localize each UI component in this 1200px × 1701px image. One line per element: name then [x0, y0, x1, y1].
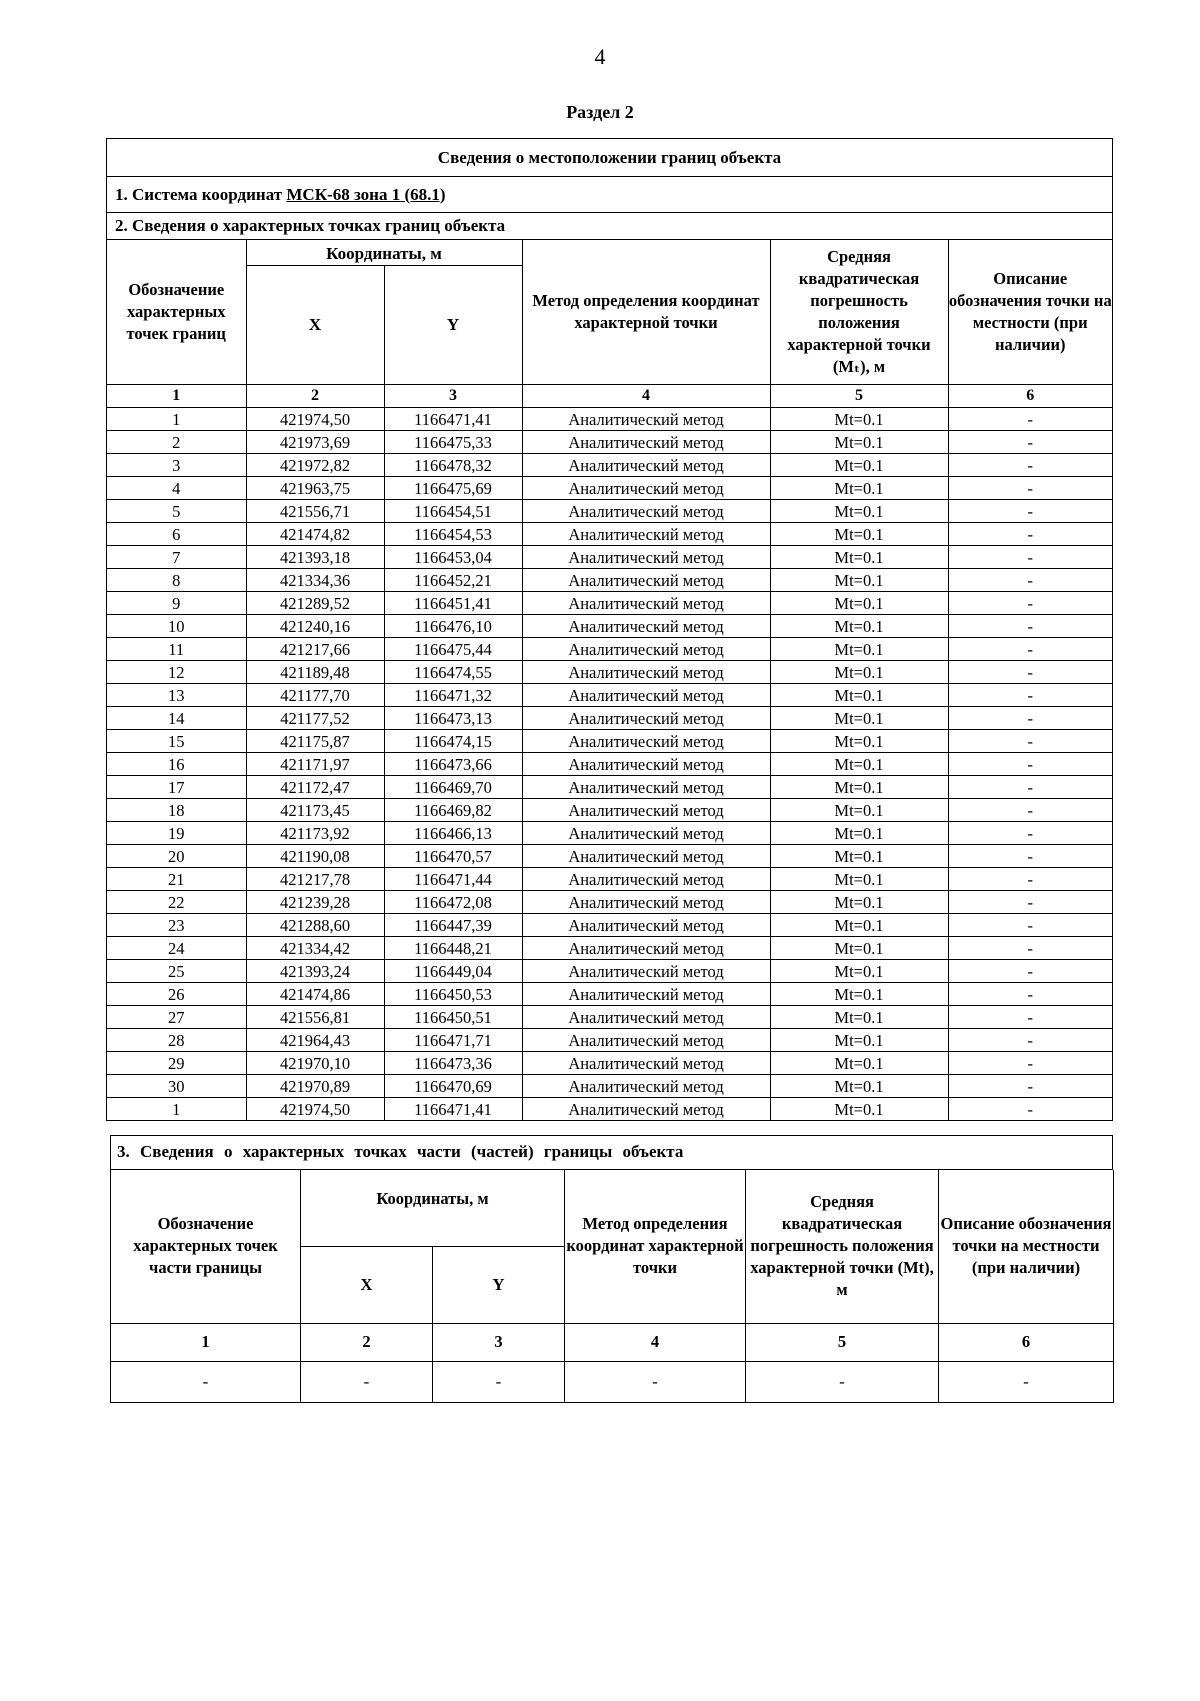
point-number: 22: [107, 891, 246, 914]
accuracy-cell: Mt=0.1: [770, 937, 948, 960]
accuracy-cell: Mt=0.1: [770, 1029, 948, 1052]
accuracy-cell: Mt=0.1: [770, 753, 948, 776]
coord-y: 1166454,51: [384, 500, 522, 523]
accuracy-cell: Mt=0.1: [770, 1052, 948, 1075]
point-number: 3: [107, 454, 246, 477]
method-cell: Аналитический метод: [522, 684, 770, 707]
coord-x: 421217,78: [246, 868, 384, 891]
points-table: [107, 240, 1112, 1120]
parts-table: [110, 1170, 1114, 1403]
accuracy-cell: Mt=0.1: [770, 1075, 948, 1098]
coord-y: 1166471,44: [384, 868, 522, 891]
table-row: [107, 937, 1112, 960]
method-cell: Аналитический метод: [522, 569, 770, 592]
table-row: [107, 684, 1112, 707]
accuracy-cell: Mt=0.1: [770, 891, 948, 914]
table-row: [107, 983, 1112, 1006]
coord-x: 421172,47: [246, 776, 384, 799]
coord-y: 1166453,04: [384, 546, 522, 569]
table-row: [107, 960, 1112, 983]
coord-x: 421393,18: [246, 546, 384, 569]
column-number: 2: [301, 1323, 433, 1361]
coord-x: 421393,24: [246, 960, 384, 983]
coord-y: 1166475,44: [384, 638, 522, 661]
method-cell: Аналитический метод: [522, 546, 770, 569]
accuracy-cell: Mt=0.1: [770, 638, 948, 661]
coord-x: 421334,42: [246, 937, 384, 960]
accuracy-cell: Mt=0.1: [770, 776, 948, 799]
point-number: 14: [107, 707, 246, 730]
method-cell: Аналитический метод: [522, 776, 770, 799]
coord-y: 1166473,66: [384, 753, 522, 776]
coord-x: 421474,82: [246, 523, 384, 546]
point-number: 8: [107, 569, 246, 592]
table-row: [107, 822, 1112, 845]
coord-x: 421171,97: [246, 753, 384, 776]
method-cell: Аналитический метод: [522, 730, 770, 753]
parts-caption: 3. Сведения о характерных точках части (частей) границы объекта: [110, 1135, 1113, 1170]
coord-y: 1166470,57: [384, 845, 522, 868]
coord-y: -: [433, 1361, 565, 1402]
points-caption: 2. Сведения о характерных точках границ объекта: [107, 213, 1113, 240]
coord-x: 421240,16: [246, 615, 384, 638]
coord-y: 1166476,10: [384, 615, 522, 638]
accuracy-cell: Mt=0.1: [770, 822, 948, 845]
column-number: 3: [384, 385, 522, 408]
point-number: 21: [107, 868, 246, 891]
points-body: [107, 408, 1112, 1121]
method-cell: Аналитический метод: [522, 1075, 770, 1098]
point-number: -: [111, 1361, 301, 1402]
column-number: 1: [107, 385, 246, 408]
coord-y: 1166450,53: [384, 983, 522, 1006]
coord-y: 1166471,32: [384, 684, 522, 707]
point-number: 4: [107, 477, 246, 500]
point-number: 9: [107, 592, 246, 615]
accuracy-cell: Mt=0.1: [770, 477, 948, 500]
table-row: [107, 1075, 1112, 1098]
column-number: 6: [948, 385, 1112, 408]
point-number: 27: [107, 1006, 246, 1029]
point-number: 6: [107, 523, 246, 546]
description-cell: -: [948, 845, 1112, 868]
method-cell: Аналитический метод: [522, 822, 770, 845]
col-y: Y: [384, 266, 522, 385]
coord-x: 421556,81: [246, 1006, 384, 1029]
description-cell: -: [948, 615, 1112, 638]
table-row: [107, 1052, 1112, 1075]
accuracy-cell: Mt=0.1: [770, 960, 948, 983]
accuracy-cell: Mt=0.1: [770, 799, 948, 822]
coord-system-row: [107, 177, 1113, 213]
point-number: 1: [107, 408, 246, 431]
method-cell: Аналитический метод: [522, 638, 770, 661]
point-number: 12: [107, 661, 246, 684]
parts-col-x: X: [301, 1246, 433, 1323]
coord-y: 1166472,08: [384, 891, 522, 914]
point-number: 2: [107, 431, 246, 454]
description-cell: -: [948, 408, 1112, 431]
accuracy-cell: -: [746, 1361, 939, 1402]
point-number: 28: [107, 1029, 246, 1052]
accuracy-cell: Mt=0.1: [770, 684, 948, 707]
point-number: 24: [107, 937, 246, 960]
coord-y: 1166470,69: [384, 1075, 522, 1098]
table-row: [107, 730, 1112, 753]
col-description: Описание обозначения точки на местности (при наличии): [948, 240, 1112, 385]
description-cell: -: [948, 661, 1112, 684]
table-row: [107, 776, 1112, 799]
method-cell: Аналитический метод: [522, 983, 770, 1006]
coord-x: 421334,36: [246, 569, 384, 592]
description-cell: -: [948, 1075, 1112, 1098]
coord-x: 421974,50: [246, 1098, 384, 1121]
method-cell: Аналитический метод: [522, 707, 770, 730]
description-cell: -: [948, 914, 1112, 937]
parts-col-coords: Координаты, м: [301, 1170, 565, 1246]
description-cell: -: [948, 1052, 1112, 1075]
parts-col-designation: Обозначение характерных точек части границы: [111, 1170, 301, 1323]
coord-y: 1166452,21: [384, 569, 522, 592]
table-row: [107, 546, 1112, 569]
boundaries-table: [106, 138, 1113, 1121]
coord-x: 421239,28: [246, 891, 384, 914]
column-number: 4: [522, 385, 770, 408]
coord-y: 1166474,55: [384, 661, 522, 684]
col-method: Метод определения координат характерной точки: [522, 240, 770, 385]
coord-x: 421474,86: [246, 983, 384, 1006]
point-number: 18: [107, 799, 246, 822]
description-cell: -: [948, 753, 1112, 776]
point-number: 7: [107, 546, 246, 569]
accuracy-cell: Mt=0.1: [770, 914, 948, 937]
table-row: [107, 431, 1112, 454]
coord-x: 421970,10: [246, 1052, 384, 1075]
coord-x: 421173,45: [246, 799, 384, 822]
table-row: [107, 845, 1112, 868]
method-cell: Аналитический метод: [522, 500, 770, 523]
table-row: [107, 477, 1112, 500]
point-number: 15: [107, 730, 246, 753]
description-cell: -: [948, 431, 1112, 454]
table-row: [107, 914, 1112, 937]
description-cell: -: [948, 983, 1112, 1006]
description-cell: -: [948, 477, 1112, 500]
coord-y: 1166473,36: [384, 1052, 522, 1075]
table-row: [107, 1098, 1112, 1121]
coord-x: 421963,75: [246, 477, 384, 500]
coord-y: 1166473,13: [384, 707, 522, 730]
column-number: 5: [770, 385, 948, 408]
coord-y: 1166448,21: [384, 937, 522, 960]
coord-x: 421974,50: [246, 408, 384, 431]
point-number: 16: [107, 753, 246, 776]
method-cell: Аналитический метод: [522, 1098, 770, 1121]
point-number: 25: [107, 960, 246, 983]
table-row: [107, 707, 1112, 730]
coord-system-value: МСК-68 зона 1 (68.1): [286, 184, 446, 204]
point-number: 17: [107, 776, 246, 799]
point-number: 23: [107, 914, 246, 937]
parts-col-method: Метод определения координат характерной точки: [565, 1170, 746, 1323]
method-cell: -: [565, 1361, 746, 1402]
coord-y: 1166475,69: [384, 477, 522, 500]
description-cell: -: [948, 960, 1112, 983]
coord-x: 421970,89: [246, 1075, 384, 1098]
coord-y: 1166451,41: [384, 592, 522, 615]
description-cell: -: [948, 1098, 1112, 1121]
table-row: [107, 891, 1112, 914]
coord-x: 421964,43: [246, 1029, 384, 1052]
description-cell: -: [948, 707, 1112, 730]
accuracy-cell: Mt=0.1: [770, 408, 948, 431]
accuracy-cell: Mt=0.1: [770, 546, 948, 569]
method-cell: Аналитический метод: [522, 1006, 770, 1029]
column-number: 2: [246, 385, 384, 408]
point-number: 29: [107, 1052, 246, 1075]
coord-x: 421288,60: [246, 914, 384, 937]
description-cell: -: [939, 1361, 1114, 1402]
table-row: [107, 454, 1112, 477]
table-row: [107, 569, 1112, 592]
point-number: 5: [107, 500, 246, 523]
column-numbers-row: [107, 385, 1112, 408]
parts-body: [111, 1361, 1114, 1402]
coord-y: 1166471,41: [384, 1098, 522, 1121]
description-cell: -: [948, 776, 1112, 799]
method-cell: Аналитический метод: [522, 799, 770, 822]
parts-col-y: Y: [433, 1246, 565, 1323]
method-cell: Аналитический метод: [522, 914, 770, 937]
description-cell: -: [948, 592, 1112, 615]
coord-x: 421973,69: [246, 431, 384, 454]
coord-y: 1166478,32: [384, 454, 522, 477]
method-cell: Аналитический метод: [522, 868, 770, 891]
coord-y: 1166475,33: [384, 431, 522, 454]
method-cell: Аналитический метод: [522, 937, 770, 960]
coord-y: 1166469,82: [384, 799, 522, 822]
description-cell: -: [948, 569, 1112, 592]
table-row: [107, 500, 1112, 523]
coord-system-prefix: 1. Система координат: [115, 184, 287, 204]
table-row: [107, 1029, 1112, 1052]
description-cell: -: [948, 638, 1112, 661]
method-cell: Аналитический метод: [522, 845, 770, 868]
method-cell: Аналитический метод: [522, 661, 770, 684]
column-number: 6: [939, 1323, 1114, 1361]
description-cell: -: [948, 891, 1112, 914]
coord-x: 421173,92: [246, 822, 384, 845]
coord-y: 1166449,04: [384, 960, 522, 983]
method-cell: Аналитический метод: [522, 1029, 770, 1052]
method-cell: Аналитический метод: [522, 753, 770, 776]
coord-y: 1166450,51: [384, 1006, 522, 1029]
accuracy-cell: Mt=0.1: [770, 661, 948, 684]
description-cell: -: [948, 822, 1112, 845]
description-cell: -: [948, 799, 1112, 822]
coord-x: 421177,52: [246, 707, 384, 730]
accuracy-cell: Mt=0.1: [770, 1098, 948, 1121]
coord-x: 421217,66: [246, 638, 384, 661]
table-row: [107, 592, 1112, 615]
method-cell: Аналитический метод: [522, 615, 770, 638]
coord-x: 421556,71: [246, 500, 384, 523]
table-row: [107, 638, 1112, 661]
description-cell: -: [948, 1006, 1112, 1029]
coord-x: 421972,82: [246, 454, 384, 477]
method-cell: Аналитический метод: [522, 592, 770, 615]
accuracy-cell: Mt=0.1: [770, 615, 948, 638]
column-number: 4: [565, 1323, 746, 1361]
accuracy-cell: Mt=0.1: [770, 868, 948, 891]
table-row: [107, 799, 1112, 822]
column-number: 5: [746, 1323, 939, 1361]
point-number: 19: [107, 822, 246, 845]
point-number: 1: [107, 1098, 246, 1121]
description-cell: -: [948, 1029, 1112, 1052]
coord-x: 421189,48: [246, 661, 384, 684]
accuracy-cell: Mt=0.1: [770, 523, 948, 546]
description-cell: -: [948, 684, 1112, 707]
point-number: 26: [107, 983, 246, 1006]
coord-y: 1166469,70: [384, 776, 522, 799]
method-cell: Аналитический метод: [522, 408, 770, 431]
coord-y: 1166471,41: [384, 408, 522, 431]
page-number: 4: [594, 44, 606, 69]
accuracy-cell: Mt=0.1: [770, 500, 948, 523]
table-row: [107, 615, 1112, 638]
points-grid-cell: [107, 240, 1113, 1121]
accuracy-cell: Mt=0.1: [770, 845, 948, 868]
point-number: 10: [107, 615, 246, 638]
col-designation: Обозначение характерных точек границ: [107, 240, 246, 385]
description-cell: -: [948, 730, 1112, 753]
parts-col-description: Описание обозначения точки на местности (при наличии): [939, 1170, 1114, 1323]
parts-col-accuracy: Средняя квадратическая погрешность положения характерной точки (Mt), м: [746, 1170, 939, 1323]
accuracy-cell: Mt=0.1: [770, 569, 948, 592]
coord-x: 421177,70: [246, 684, 384, 707]
method-cell: Аналитический метод: [522, 431, 770, 454]
description-cell: -: [948, 868, 1112, 891]
accuracy-cell: Mt=0.1: [770, 730, 948, 753]
description-cell: -: [948, 546, 1112, 569]
coord-y: 1166474,15: [384, 730, 522, 753]
accuracy-cell: Mt=0.1: [770, 431, 948, 454]
method-cell: Аналитический метод: [522, 1052, 770, 1075]
parts-column-numbers-row: [111, 1323, 1114, 1361]
method-cell: Аналитический метод: [522, 477, 770, 500]
accuracy-cell: Mt=0.1: [770, 454, 948, 477]
description-cell: -: [948, 523, 1112, 546]
coord-y: 1166466,13: [384, 822, 522, 845]
table-row: [107, 753, 1112, 776]
coord-x: 421190,08: [246, 845, 384, 868]
coord-y: 1166447,39: [384, 914, 522, 937]
point-number: 13: [107, 684, 246, 707]
coord-y: 1166454,53: [384, 523, 522, 546]
accuracy-cell: Mt=0.1: [770, 707, 948, 730]
method-cell: Аналитический метод: [522, 454, 770, 477]
banner-title: Сведения о местоположении границ объекта: [107, 139, 1113, 177]
table-row: [107, 661, 1112, 684]
coord-x: -: [301, 1361, 433, 1402]
description-cell: -: [948, 937, 1112, 960]
table-row: [107, 523, 1112, 546]
method-cell: Аналитический метод: [522, 523, 770, 546]
point-number: 20: [107, 845, 246, 868]
section-title: Раздел 2: [566, 102, 634, 122]
table-row: [107, 868, 1112, 891]
method-cell: Аналитический метод: [522, 960, 770, 983]
table-row: [111, 1361, 1114, 1402]
coord-x: 421175,87: [246, 730, 384, 753]
table-row: [107, 408, 1112, 431]
method-cell: Аналитический метод: [522, 891, 770, 914]
col-accuracy: Средняя квадратическая погрешность положения характерной точки (Mₜ), м: [770, 240, 948, 385]
col-coords: Координаты, м: [246, 240, 522, 266]
coord-x: 421289,52: [246, 592, 384, 615]
coord-y: 1166471,71: [384, 1029, 522, 1052]
point-number: 11: [107, 638, 246, 661]
description-cell: -: [948, 454, 1112, 477]
col-x: X: [246, 266, 384, 385]
accuracy-cell: Mt=0.1: [770, 592, 948, 615]
table-row: [107, 1006, 1112, 1029]
accuracy-cell: Mt=0.1: [770, 983, 948, 1006]
accuracy-cell: Mt=0.1: [770, 1006, 948, 1029]
column-number: 1: [111, 1323, 301, 1361]
point-number: 30: [107, 1075, 246, 1098]
description-cell: -: [948, 500, 1112, 523]
column-number: 3: [433, 1323, 565, 1361]
